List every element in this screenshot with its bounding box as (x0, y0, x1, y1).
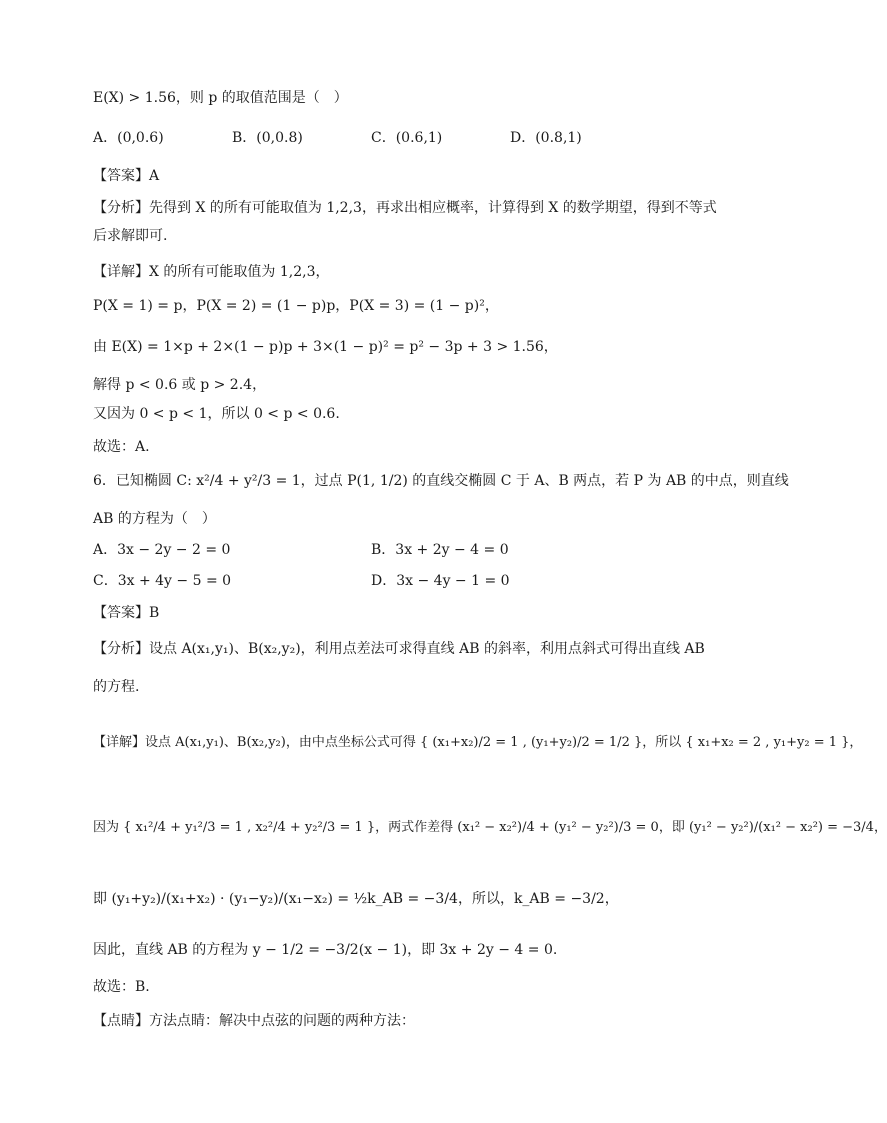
q5-detail-1: 【详解】X 的所有可能取值为 1,2,3， (93, 264, 330, 280)
q5-detail-4: 解得 p < 0.6 或 p > 2.4， (93, 377, 267, 393)
q5-analysis-cont: 后求解即可. (93, 228, 168, 244)
q6-option-a: A．3x − 2y − 2 = 0 (93, 542, 231, 558)
q6-choose: 故选：B. (93, 979, 150, 995)
q6-option-d: D．3x − 4y − 1 = 0 (371, 573, 510, 589)
q6-detail-2: 因为 { x₁²/4 + y₁²/3 = 1 , x₂²/4 + y₂²/3 = 1 }，两式作差得 (x₁² − x₂²)/4 + (y₁² − y₂²)/3 = 0，即 (y₁² − y₂²)/(x₁² − x₂²) = −3/4， (93, 820, 887, 835)
q5-option-d: D．(0.8,1) (510, 130, 582, 146)
q6-option-b: B．3x + 2y − 4 = 0 (371, 542, 509, 558)
q6-analysis-cont: 的方程. (93, 679, 140, 695)
q5-option-c: C．(0.6,1) (371, 130, 443, 146)
q6-detail-3: 即 (y₁+y₂)/(x₁+x₂) · (y₁−y₂)/(x₁−x₂) = ½k_AB = −3/4，所以，k_AB = −3/2， (93, 891, 619, 907)
q5-option-b: B．(0,0.8) (232, 130, 303, 146)
q6-analysis: 【分析】设点 A(x₁,y₁)、B(x₂,y₂)，利用点差法可求得直线 AB 的斜率，利用点斜式可得出直线 AB (93, 641, 705, 657)
q5-detail-5: 又因为 0 < p < 1，所以 0 < p < 0.6. (93, 406, 340, 422)
q5-choose: 故选：A. (93, 439, 150, 455)
q6-stem: 6．已知椭圆 C: x²/4 + y²/3 = 1，过点 P(1, 1/2) 的直线交椭圆 C 于 A、B 两点，若 P 为 AB 的中点，则直线 (93, 473, 789, 489)
q5-stem: E(X) > 1.56，则 p 的取值范围是（ ） (93, 90, 348, 106)
q5-detail-3: 由 E(X) = 1×p + 2×(1 − p)p + 3×(1 − p)² = p² − 3p + 3 > 1.56， (93, 339, 558, 355)
q6-option-c: C．3x + 4y − 5 = 0 (93, 573, 232, 589)
q5-analysis: 【分析】先得到 X 的所有可能取值为 1,2,3，再求出相应概率，计算得到 X 的数学期望，得到不等式 (93, 200, 717, 216)
q6-note: 【点睛】方法点睛：解决中点弦的问题的两种方法： (93, 1013, 415, 1029)
q5-answer: 【答案】A (93, 168, 160, 184)
q5-detail-2: P(X = 1) = p，P(X = 2) = (1 − p)p，P(X = 3) = (1 − p)²， (93, 298, 499, 314)
q6-answer: 【答案】B (93, 605, 160, 621)
q5-option-a: A．(0,0.6) (93, 130, 164, 146)
q6-detail-1: 【详解】设点 A(x₁,y₁)、B(x₂,y₂)，由中点坐标公式可得 { (x₁+x₂)/2 = 1 , (y₁+y₂)/2 = 1/2 }，所以 { x₁+x₂ = 2 , y₁+y₂ = 1 }， (93, 735, 863, 750)
q6-stem-cont: AB 的方程为（ ） (93, 511, 216, 527)
q6-detail-4: 因此，直线 AB 的方程为 y − 1/2 = −3/2(x − 1)，即 3x + 2y − 4 = 0. (93, 942, 558, 958)
